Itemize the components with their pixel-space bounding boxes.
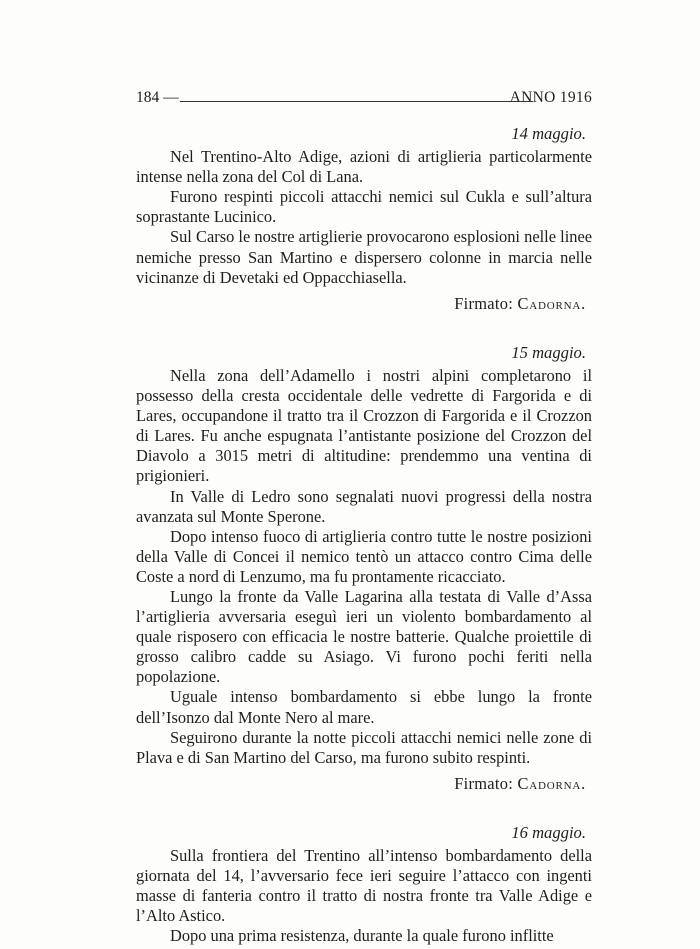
paragraph: Dopo una prima resistenza, durante la quale furono inflitte [170,926,554,946]
paragraph: Nella zona dell’Adamello i nostri alpini completarono il possesso della cresta occidentale delle vedrette di Fargorida e di Lares, occupandone il tratto tra il Crozzon di Fargorida e il Crozzon di Lares. Fu anche espugnata l’antistante posizione del Crozzon del Diavolo a 3015 metri di altitudine: prendemmo una ventina di prigionieri. [136,365,592,486]
entry-date: 15 maggio. [511,342,586,362]
entry-date: 14 maggio. [511,124,586,143]
paragraph: Uguale intenso bombardamento si ebbe lungo la fronte dell’Isonzo dal Monte Nero al mare. [136,687,592,727]
paragraph: Sulla frontiera del Trentino all’intenso bombardamento della giornata del 14, l’avversario fece ieri seguire l’attacco con ingenti masse di fanteria contro il tratto di nostra fronte tra Valle Adige e l’Alto Astico. [136,846,592,926]
bulletin-entry [136,823,592,947]
paragraph: Dopo intenso fuoco di artiglieria contro tutte le nostre posizioni della Valle di Concei il nemico tentò un attacco contro Cima delle Coste a nord di Lenzumo, ma fu prontamente ricacciato. [136,526,592,586]
bulletin-entry [136,124,592,314]
signature-name: Cadorna. [517,773,586,793]
paragraph: Nel Trentino-Alto Adige, azioni di artiglieria particolarmente intense nella zona del Col di Lana. [136,147,592,187]
header-rule [180,101,533,102]
bulletin-text [136,122,592,946]
paragraph: In Valle di Ledro sono segnalati nuovi progressi della nostra avanzata sul Monte Sperone. [136,486,592,526]
running-title: ANNO 1916 [509,89,592,106]
paragraph: Lungo la fronte da Valle Lagarina alla testata di Valle d’Assa l’artiglieria avversaria eseguì ieri un violento bombardamento al quale risposero con efficacia le nostre batterie. Qualche proiettile di grosso calibro cadde su Asiago. Vi furono pochi feriti nella popolazione. [136,586,592,687]
signature-name: Cadorna. [517,293,586,313]
signature-label: Firmato: [454,773,514,793]
signature [136,774,586,794]
page-number: 184 — [136,89,179,106]
entry-date: 16 maggio. [511,822,586,842]
bulletin-entry [136,343,592,794]
paragraph: Sul Carso le nostre artiglierie provocarono esplosioni nelle linee nemiche presso San Martino e dispersero colonne in marcia nelle vicinanze di Devetaki ed Oppacchiasella. [136,227,592,287]
signature-label: Firmato: [454,293,514,313]
signature [136,294,586,314]
paragraph: Seguirono durante la notte piccoli attacchi nemici nelle zone di Plava e di San Martino del Carso, ma furono subito respinti. [136,727,592,767]
paragraph: Furono respinti piccoli attacchi nemici sul Cukla e sull’altura soprastante Lucinico. [136,187,592,227]
